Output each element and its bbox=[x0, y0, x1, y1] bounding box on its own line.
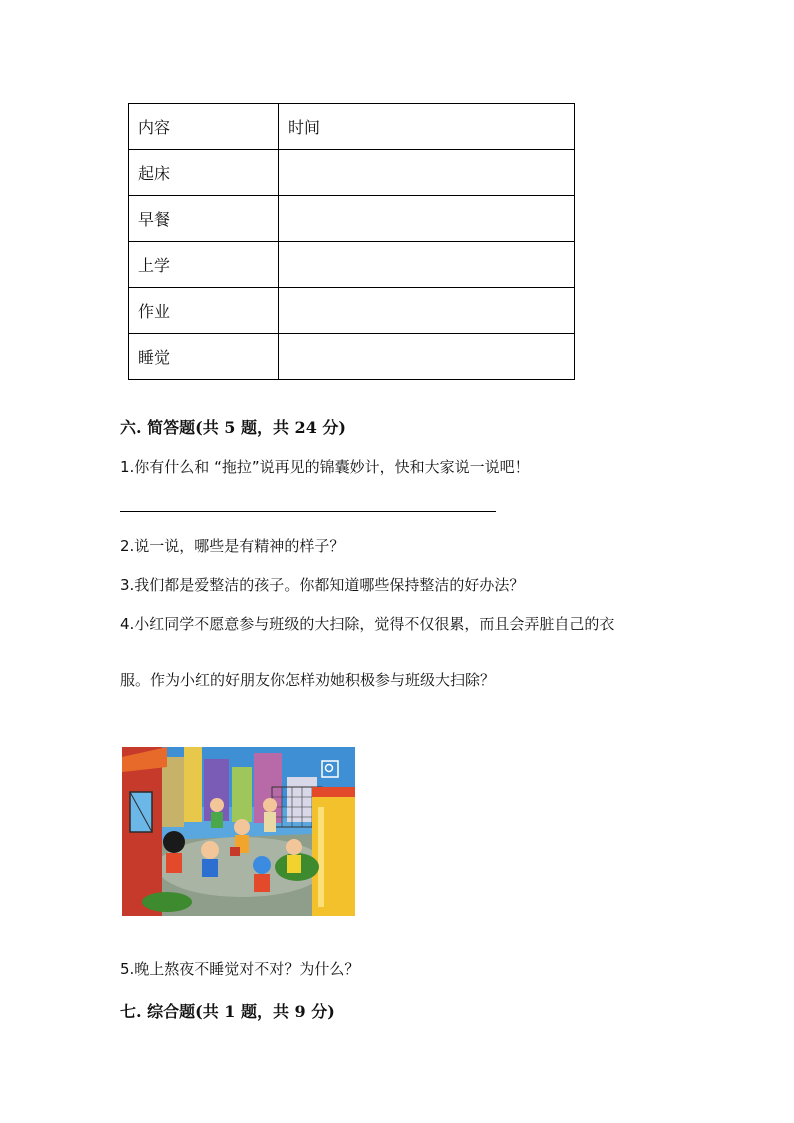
activity-cell: 上学 bbox=[129, 242, 279, 288]
cleanup-illustration bbox=[122, 747, 355, 916]
section-6-title: 六. 简答题(共 5 题，共 24 分) bbox=[120, 418, 346, 437]
question-3: 3.我们都是爱整洁的孩子。你都知道哪些保持整洁的好办法？ bbox=[120, 576, 525, 594]
activity-cell: 作业 bbox=[129, 288, 279, 334]
time-cell[interactable] bbox=[279, 150, 575, 196]
time-cell[interactable] bbox=[279, 288, 575, 334]
time-cell[interactable] bbox=[279, 242, 575, 288]
question-1: 1.你有什么和 “拖拉”说再见的锦囊妙计，快和大家说一说吧！ bbox=[120, 458, 530, 476]
activity-cell: 早餐 bbox=[129, 196, 279, 242]
time-cell[interactable] bbox=[279, 196, 575, 242]
question-4-line-2: 服。作为小红的好朋友你怎样劝她积极参与班级大扫除？ bbox=[120, 671, 496, 689]
table-header-row bbox=[129, 104, 575, 150]
table-row bbox=[129, 150, 575, 196]
activity-cell: 睡觉 bbox=[129, 334, 279, 380]
question-4-line-1: 4.小红同学不愿意参与班级的大扫除，觉得不仅很累，而且会弄脏自己的衣 bbox=[120, 615, 615, 633]
table-row bbox=[129, 196, 575, 242]
activity-cell: 起床 bbox=[129, 150, 279, 196]
question-5: 5.晚上熬夜不睡觉对不对？为什么？ bbox=[120, 960, 360, 978]
table-row bbox=[129, 334, 575, 380]
question-2: 2.说一说，哪些是有精神的样子？ bbox=[120, 537, 345, 555]
header-time: 时间 bbox=[279, 104, 575, 150]
header-content: 内容 bbox=[129, 104, 279, 150]
time-cell[interactable] bbox=[279, 334, 575, 380]
answer-line[interactable] bbox=[120, 511, 496, 512]
schedule-table bbox=[128, 103, 575, 380]
table-row bbox=[129, 288, 575, 334]
section-7-title: 七. 综合题(共 1 题，共 9 分) bbox=[120, 1002, 335, 1021]
table-row bbox=[129, 242, 575, 288]
